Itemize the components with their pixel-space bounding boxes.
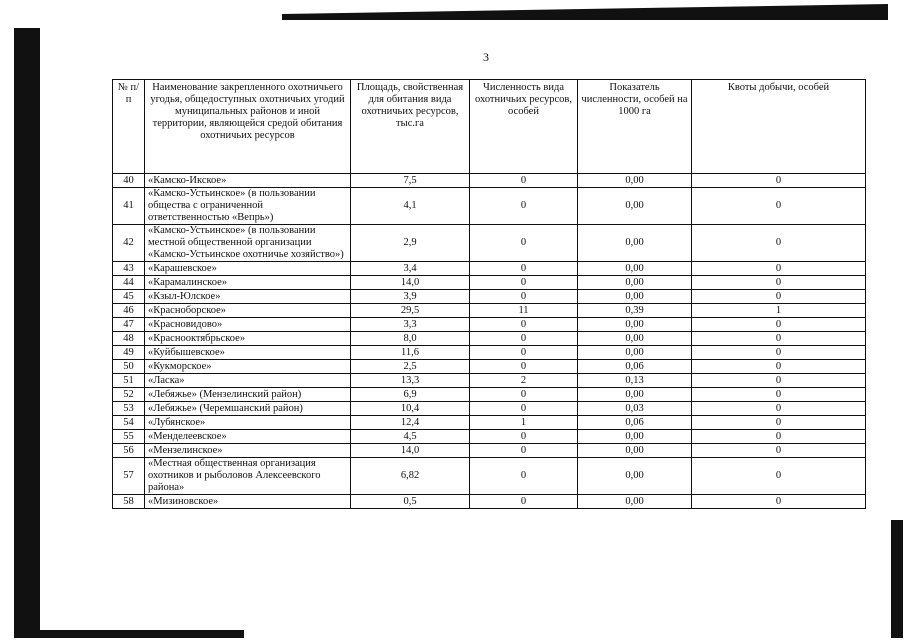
row-quota: 0 — [692, 374, 866, 388]
row-name: «Карашевское» — [145, 262, 351, 276]
header-count: Численность вида охотничьих ресурсов, особей — [470, 80, 578, 174]
row-count: 0 — [470, 276, 578, 290]
row-name: «Камско-Устьинское» (в пользовании общества с ограниченной ответственностью «Вепрь») — [145, 188, 351, 225]
scan-edge-left — [14, 28, 40, 638]
row-density: 0,00 — [578, 290, 692, 304]
table-row — [113, 458, 866, 495]
row-count: 1 — [470, 416, 578, 430]
table-row — [113, 332, 866, 346]
row-number: 52 — [113, 388, 145, 402]
row-count: 0 — [470, 360, 578, 374]
row-count: 0 — [470, 225, 578, 262]
row-name: «Кукморское» — [145, 360, 351, 374]
row-name: «Менделеевское» — [145, 430, 351, 444]
row-number: 46 — [113, 304, 145, 318]
row-area: 3,3 — [351, 318, 470, 332]
row-number: 58 — [113, 495, 145, 509]
row-density: 0,13 — [578, 374, 692, 388]
row-quota: 0 — [692, 262, 866, 276]
row-number: 50 — [113, 360, 145, 374]
row-name: «Красноборское» — [145, 304, 351, 318]
row-name: «Лебяжье» (Мензелинский район) — [145, 388, 351, 402]
row-area: 29,5 — [351, 304, 470, 318]
scan-edge-top — [282, 4, 888, 20]
row-quota: 0 — [692, 276, 866, 290]
row-number: 48 — [113, 332, 145, 346]
table-row — [113, 416, 866, 430]
table-row — [113, 262, 866, 276]
row-area: 14,0 — [351, 276, 470, 290]
row-name: «Местная общественная организация охотников и рыболовов Алексеевского района» — [145, 458, 351, 495]
row-count: 0 — [470, 290, 578, 304]
table-row — [113, 374, 866, 388]
row-count: 0 — [470, 188, 578, 225]
row-number: 40 — [113, 174, 145, 188]
row-number: 54 — [113, 416, 145, 430]
table-row — [113, 174, 866, 188]
row-count: 0 — [470, 402, 578, 416]
row-count: 11 — [470, 304, 578, 318]
table-row — [113, 444, 866, 458]
row-density: 0,00 — [578, 276, 692, 290]
row-density: 0,00 — [578, 388, 692, 402]
row-area: 7,5 — [351, 174, 470, 188]
row-number: 55 — [113, 430, 145, 444]
row-number: 45 — [113, 290, 145, 304]
row-quota: 0 — [692, 430, 866, 444]
row-density: 0,00 — [578, 188, 692, 225]
row-density: 0,00 — [578, 174, 692, 188]
row-quota: 0 — [692, 188, 866, 225]
row-count: 2 — [470, 374, 578, 388]
row-count: 0 — [470, 458, 578, 495]
table-row — [113, 290, 866, 304]
header-area: Площадь, свойственная для обитания вида охотничьих ресурсов, тыс.га — [351, 80, 470, 174]
row-count: 0 — [470, 346, 578, 360]
table-row — [113, 495, 866, 509]
row-quota: 1 — [692, 304, 866, 318]
row-density: 0,00 — [578, 318, 692, 332]
row-count: 0 — [470, 262, 578, 276]
scan-edge-right — [891, 520, 903, 638]
row-quota: 0 — [692, 318, 866, 332]
row-name: «Кзыл-Юлское» — [145, 290, 351, 304]
row-name: «Куйбышевское» — [145, 346, 351, 360]
row-name: «Карамалинское» — [145, 276, 351, 290]
row-name: «Краснооктябрьское» — [145, 332, 351, 346]
table-row — [113, 318, 866, 332]
row-quota: 0 — [692, 444, 866, 458]
page-number: 3 — [483, 50, 489, 64]
row-number: 53 — [113, 402, 145, 416]
row-quota: 0 — [692, 388, 866, 402]
row-quota: 0 — [692, 174, 866, 188]
row-area: 3,4 — [351, 262, 470, 276]
row-density: 0,00 — [578, 430, 692, 444]
table-row — [113, 304, 866, 318]
row-area: 11,6 — [351, 346, 470, 360]
row-name: «Лебяжье» (Черемшанский район) — [145, 402, 351, 416]
row-count: 0 — [470, 430, 578, 444]
row-quota: 0 — [692, 360, 866, 374]
row-count: 0 — [470, 318, 578, 332]
row-quota: 0 — [692, 402, 866, 416]
row-count: 0 — [470, 388, 578, 402]
row-count: 0 — [470, 332, 578, 346]
header-name: Наименование закрепленного охотничьего угодья, общедоступных охотничьих угодий муниципальных районов и иной территории, являющейся средой обитания охотничьих ресурсов — [145, 80, 351, 174]
row-number: 57 — [113, 458, 145, 495]
row-area: 14,0 — [351, 444, 470, 458]
row-area: 12,4 — [351, 416, 470, 430]
row-density: 0,00 — [578, 262, 692, 276]
row-name: «Камско-Устьинское» (в пользовании местной общественной организации «Камско-Устьинское охотничье хозяйство») — [145, 225, 351, 262]
row-density: 0,06 — [578, 416, 692, 430]
row-name: «Красновидово» — [145, 318, 351, 332]
table-row — [113, 402, 866, 416]
row-density: 0,03 — [578, 402, 692, 416]
hunting-grounds-table — [112, 79, 866, 509]
row-quota: 0 — [692, 332, 866, 346]
table-row — [113, 360, 866, 374]
row-number: 42 — [113, 225, 145, 262]
row-density: 0,06 — [578, 360, 692, 374]
row-area: 13,3 — [351, 374, 470, 388]
table-body — [113, 174, 866, 509]
row-name: «Мизиновское» — [145, 495, 351, 509]
table-row — [113, 388, 866, 402]
row-area: 3,9 — [351, 290, 470, 304]
row-density: 0,00 — [578, 444, 692, 458]
row-density: 0,00 — [578, 495, 692, 509]
table-row — [113, 188, 866, 225]
row-area: 2,5 — [351, 360, 470, 374]
table-row — [113, 346, 866, 360]
row-count: 0 — [470, 174, 578, 188]
row-area: 8,0 — [351, 332, 470, 346]
row-count: 0 — [470, 495, 578, 509]
row-name: «Лубянское» — [145, 416, 351, 430]
row-quota: 0 — [692, 416, 866, 430]
header-quota: Квоты добычи, особей — [692, 80, 866, 174]
scan-edge-bottom — [14, 630, 244, 638]
table-row — [113, 430, 866, 444]
row-count: 0 — [470, 444, 578, 458]
table-row — [113, 225, 866, 262]
row-area: 10,4 — [351, 402, 470, 416]
row-number: 44 — [113, 276, 145, 290]
table-row — [113, 276, 866, 290]
row-area: 0,5 — [351, 495, 470, 509]
row-area: 4,5 — [351, 430, 470, 444]
row-number: 47 — [113, 318, 145, 332]
row-quota: 0 — [692, 346, 866, 360]
row-number: 43 — [113, 262, 145, 276]
row-area: 4,1 — [351, 188, 470, 225]
row-number: 51 — [113, 374, 145, 388]
row-number: 41 — [113, 188, 145, 225]
row-quota: 0 — [692, 225, 866, 262]
row-quota: 0 — [692, 458, 866, 495]
row-area: 6,82 — [351, 458, 470, 495]
row-area: 6,9 — [351, 388, 470, 402]
header-number: № п/п — [113, 80, 145, 174]
table-header-row — [113, 80, 866, 174]
row-density: 0,00 — [578, 225, 692, 262]
row-number: 56 — [113, 444, 145, 458]
row-density: 0,00 — [578, 458, 692, 495]
row-name: «Камско-Икское» — [145, 174, 351, 188]
header-density: Показатель численности, особей на 1000 га — [578, 80, 692, 174]
row-density: 0,39 — [578, 304, 692, 318]
row-density: 0,00 — [578, 332, 692, 346]
row-name: «Ласка» — [145, 374, 351, 388]
row-name: «Мензелинское» — [145, 444, 351, 458]
row-quota: 0 — [692, 495, 866, 509]
row-density: 0,00 — [578, 346, 692, 360]
row-area: 2,9 — [351, 225, 470, 262]
row-number: 49 — [113, 346, 145, 360]
row-quota: 0 — [692, 290, 866, 304]
